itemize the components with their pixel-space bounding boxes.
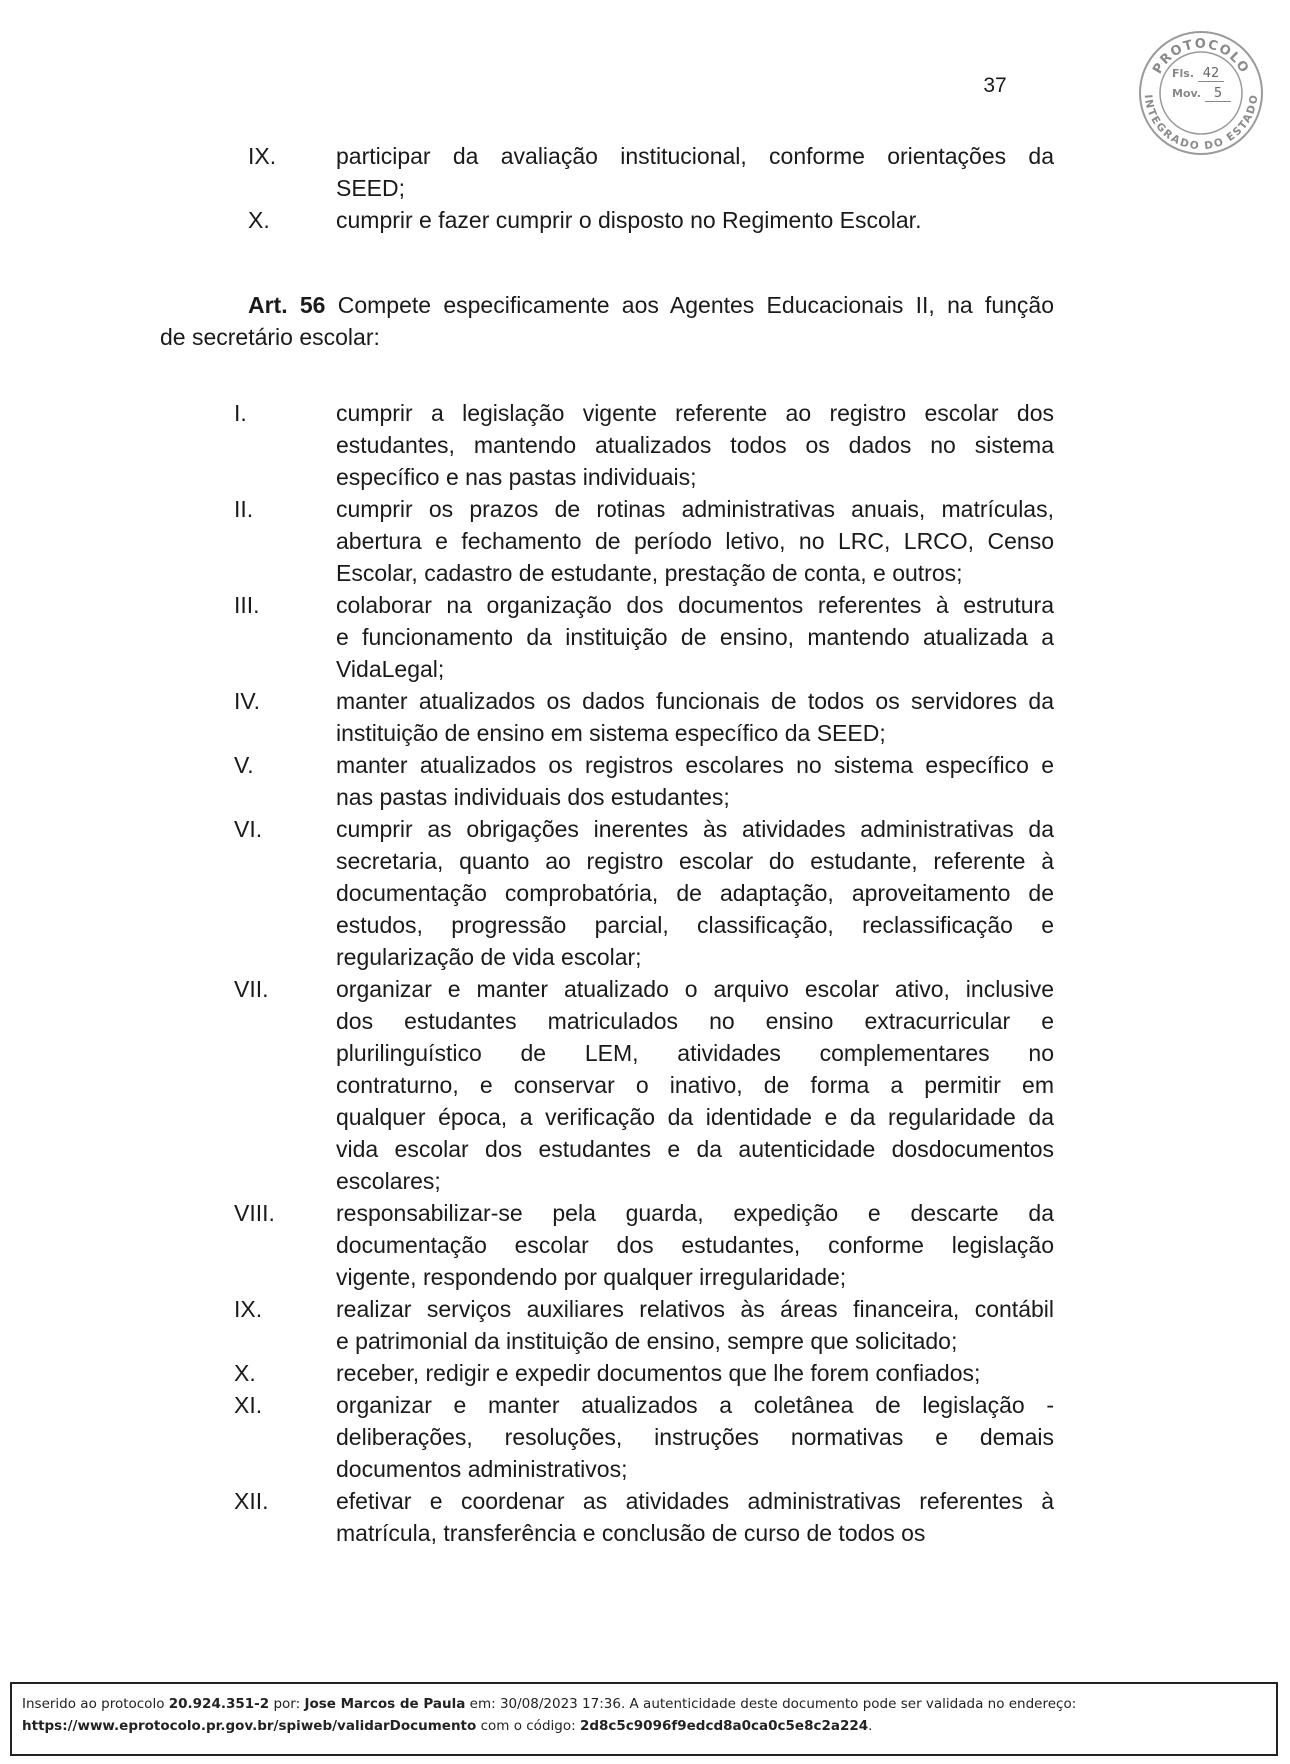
- list-item-line: secretaria, quanto ao registro escolar do estudante, referente à: [336, 848, 1054, 874]
- list-item-line: documentos administrativos;: [336, 1456, 628, 1482]
- list-item-line: responsabilizar-se pela guarda, expedição e descarte da: [336, 1200, 1054, 1226]
- list-item-line: plurilinguístico de LEM, atividades complementares no: [336, 1040, 1054, 1066]
- svg-text:INTEGRADO DO ESTADO: [1142, 94, 1261, 152]
- list-item-number: VI.: [234, 816, 263, 842]
- validation-url: https://www.eprotocolo.pr.gov.br/spiweb/validarDocumento: [22, 1718, 477, 1734]
- list-item-line: efetivar e coordenar as atividades administrativas referentes à: [336, 1488, 1054, 1514]
- stamp-mov: Mov. 5: [1172, 86, 1231, 102]
- list-item-line: organizar e manter atualizados a coletânea de legislação -: [336, 1392, 1054, 1418]
- list-item-line: escolares;: [336, 1168, 441, 1194]
- list-item-number: IX.: [234, 1296, 263, 1322]
- article-line: Compete especificamente aos Agentes Educacionais II, na função: [325, 292, 1054, 318]
- page-number: 37: [983, 74, 1007, 97]
- list-item-line: deliberações, resoluções, instruções normativas e demais: [336, 1424, 1054, 1450]
- list-item-line: e patrimonial da instituição de ensino, sempre que solicitado;: [336, 1328, 958, 1354]
- list-item-line: dos estudantes matriculados no ensino extracurricular e: [336, 1008, 1054, 1034]
- footer-line-2: https://www.eprotocolo.pr.gov.br/spiweb/validarDocumento com o código: 2d8c5c9096f9edcd8a0ca0c5e8c2a224.: [22, 1718, 873, 1734]
- list-item-line: contraturno, e conservar o inativo, de forma a permitir em: [336, 1072, 1054, 1098]
- list-item-number: XII.: [234, 1488, 269, 1514]
- stamp-fls: Fls. 42: [1172, 66, 1224, 82]
- article-paragraph: [160, 289, 1054, 353]
- list-item-number: II.: [234, 496, 254, 522]
- validation-code: 2d8c5c9096f9edcd8a0ca0c5e8c2a224: [579, 1718, 869, 1734]
- article-line: de secretário escolar:: [160, 324, 380, 350]
- list-item-line: cumprir as obrigações inerentes às atividades administrativas da: [336, 816, 1054, 842]
- list-item-line: documentação comprobatória, de adaptação, aproveitamento de: [336, 880, 1054, 906]
- stamp-arc-top: PROTOCOLO: [1150, 36, 1252, 77]
- list-item-line: abertura e fechamento de período letivo, no LRC, LRCO, Censo: [336, 528, 1054, 554]
- list-item-line: organizar e manter atualizado o arquivo escolar ativo, inclusive: [336, 976, 1054, 1002]
- list-item-number: III.: [234, 592, 260, 618]
- list-item-line: específico e nas pastas individuais;: [336, 464, 697, 490]
- list-item-line: matrícula, transferência e conclusão de curso de todos os: [336, 1520, 926, 1546]
- list-item-line: manter atualizados os dados funcionais de todos os servidores da: [336, 688, 1054, 714]
- list-item-line: cumprir e fazer cumprir o disposto no Regimento Escolar.: [336, 207, 922, 233]
- list-item-line: instituição de ensino em sistema específico da SEED;: [336, 720, 886, 746]
- footer-line-1: Inserido ao protocolo 20.924.351-2 por: Jose Marcos de Paula em: 30/08/2023 17:36. A autenticidade deste documento pode ser validada no endereço:: [22, 1696, 1077, 1712]
- list-item-line: nas pastas individuais dos estudantes;: [336, 784, 730, 810]
- list-item-line: SEED;: [336, 175, 406, 201]
- article-label: Art. 56: [248, 292, 326, 318]
- list-item-number: V.: [234, 752, 254, 778]
- list-item-number: I.: [234, 400, 247, 426]
- list-item-line: documentação escolar dos estudantes, conforme legislação: [336, 1232, 1054, 1258]
- list-item-line: participar da avaliação institucional, conforme orientações da: [336, 143, 1054, 169]
- list-item-line: e funcionamento da instituição de ensino, mantendo atualizada a: [336, 624, 1054, 650]
- stamp-arc-bottom: INTEGRADO DO ESTADO: [1141, 94, 1261, 153]
- list-item-line: receber, redigir e expedir documentos que lhe forem confiados;: [336, 1360, 981, 1386]
- authentication-footer: [10, 1682, 1278, 1756]
- list-item-number: IV.: [234, 688, 261, 714]
- list-item-line: qualquer época, a verificação da identidade e da regularidade da: [336, 1104, 1054, 1130]
- list-item-line: estudos, progressão parcial, classificação, reclassificação e: [336, 912, 1054, 938]
- list-item-line: realizar serviços auxiliares relativos às áreas financeira, contábil: [336, 1296, 1054, 1322]
- list-item-line: estudantes, mantendo atualizados todos os dados no sistema: [336, 432, 1054, 458]
- list-item-line: Escolar, cadastro de estudante, prestação de conta, e outros;: [336, 560, 963, 586]
- list-item-number: X.: [248, 207, 270, 233]
- list-item-line: regularização de vida escolar;: [336, 944, 642, 970]
- list-item-number: XI.: [234, 1392, 263, 1418]
- list-item-line: vigente, respondendo por qualquer irregularidade;: [336, 1264, 847, 1290]
- list-item-number: VIII.: [234, 1200, 275, 1226]
- list-item-line: cumprir os prazos de rotinas administrativas anuais, matrículas,: [336, 496, 1054, 522]
- list-item-number: X.: [234, 1360, 256, 1386]
- list-item-line: cumprir a legislação vigente referente ao registro escolar dos: [336, 400, 1054, 426]
- list-item-line: vida escolar dos estudantes e da autenticidade dosdocumentos: [336, 1136, 1054, 1162]
- list-item-number: IX.: [248, 143, 277, 169]
- list-item-line: colaborar na organização dos documentos referentes à estrutura: [336, 592, 1054, 618]
- protocol-stamp: [1138, 30, 1264, 156]
- list-item-line: VidaLegal;: [336, 656, 445, 682]
- list-item-line: manter atualizados os registros escolares no sistema específico e: [336, 752, 1054, 778]
- list-item-number: VII.: [234, 976, 269, 1002]
